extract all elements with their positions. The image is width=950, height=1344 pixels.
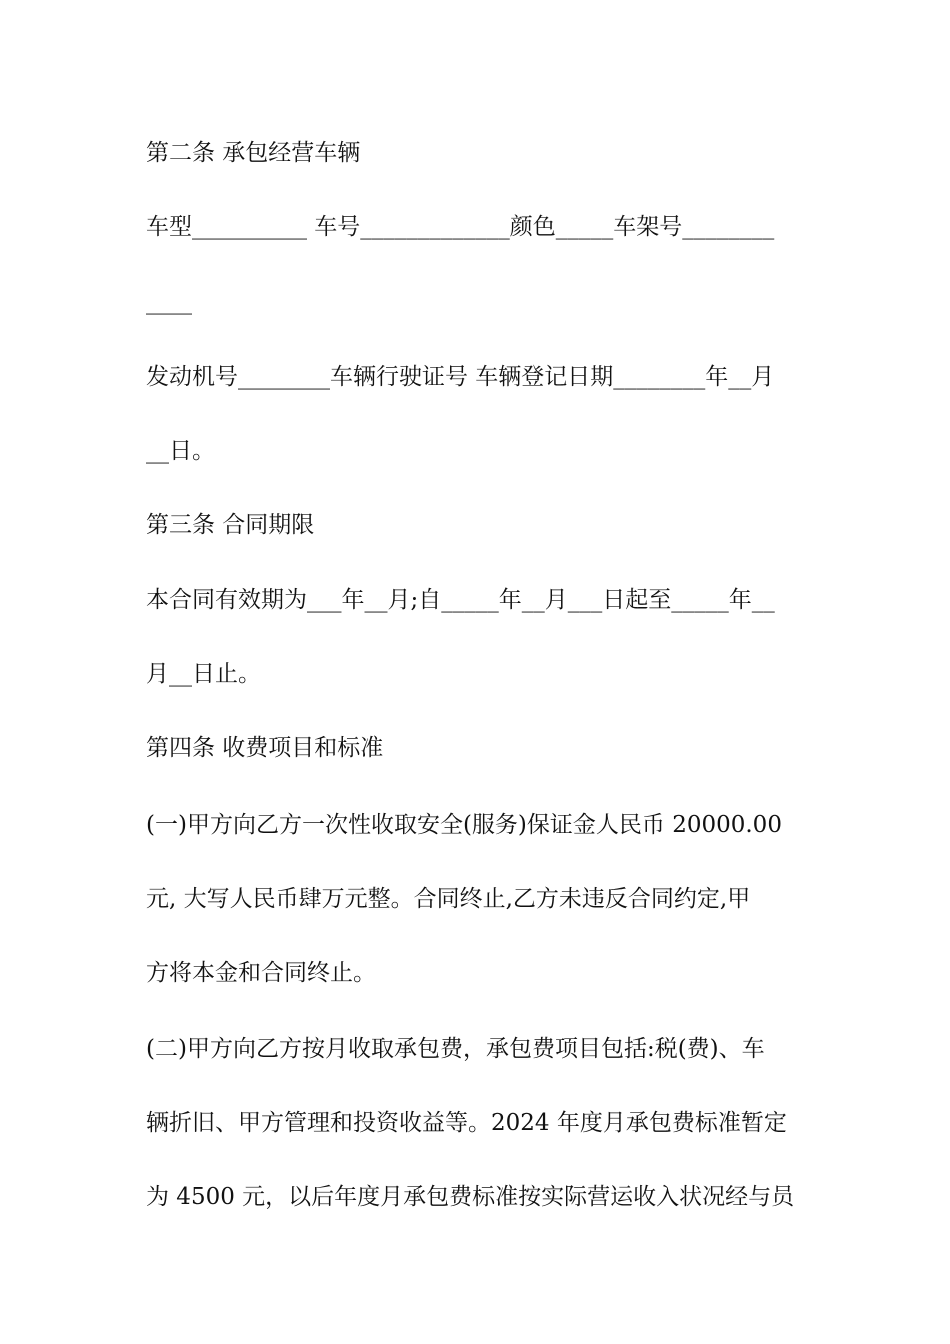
deposit-clause-line-1: (一)甲方向乙方一次性收取安全(服务)保证金人民币 20000.00 [146, 812, 782, 838]
fee-clause-line-1: (二)甲方向乙方按月收取承包费，承包费项目包括:税(费)、车 [146, 1036, 765, 1062]
contract-term-line-continued: 月__日止。 [146, 661, 261, 687]
fee-clause-line-2: 辆折旧、甲方管理和投资收益等。2024 年度月承包费标准暂定 [146, 1110, 787, 1136]
vehicle-model-line-continued: ____ [146, 289, 192, 315]
deposit-clause-line-3: 方将本金和合同终止。 [146, 960, 376, 986]
engine-number-line: 发动机号________车辆行驶证号 车辆登记日期________年__月 [146, 364, 775, 390]
deposit-clause-line-2: 元, 大写人民币肆万元整。合同终止,乙方未违反合同约定,甲 [146, 886, 751, 912]
contract-term-line: 本合同有效期为___年__月;自_____年__月___日起至_____年__ [146, 587, 775, 613]
article-2-heading: 第二条 承包经营车辆 [146, 140, 361, 166]
article-3-heading: 第三条 合同期限 [146, 512, 315, 538]
article-4-heading: 第四条 收费项目和标准 [146, 735, 384, 761]
vehicle-model-line: 车型__________ 车号_____________颜色_____车架号________ [146, 214, 775, 240]
fee-clause-line-3: 为 4500 元，以后年度月承包费标准按实际营运收入状况经与员 [146, 1184, 795, 1210]
engine-number-line-continued: __日。 [146, 438, 215, 464]
